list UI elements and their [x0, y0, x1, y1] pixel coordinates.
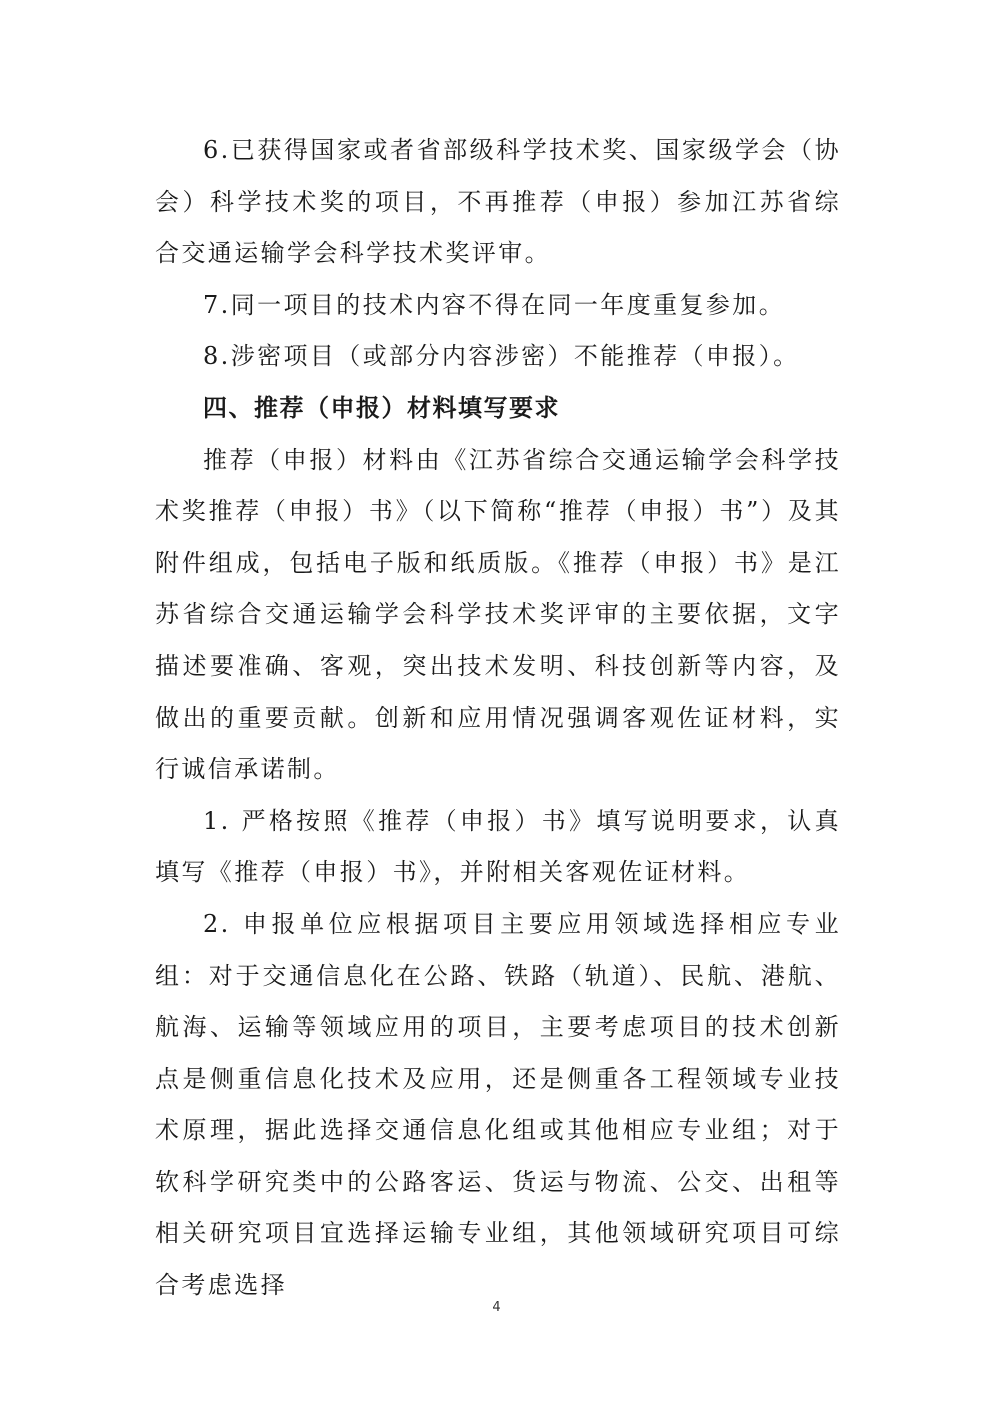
document-body — [155, 125, 841, 1312]
section-intro-paragraph: 推荐（申报）材料由《江苏省综合交通运输学会科学技术奖推荐（申报）书》（以下简称“推荐（申报）书”）及其附件组成，包括电子版和纸质版。《推荐（申报）书》是江苏省综合交通运输学会科学技术奖评审的主要依据，文字描述要准确、客观，突出技术发明、科技创新等内容，及做出的重要贡献。创新和应用情况强调客观佐证材料，实行诚信承诺制。 — [155, 445, 841, 784]
section-heading: 四、推荐（申报）材料填写要求 — [203, 393, 560, 422]
paragraph-item-7: 7.同一项目的技术内容不得在同一年度重复参加。 — [203, 290, 786, 319]
paragraph-item-6: 6.已获得国家或者省部级科学技术奖、国家级学会（协会）科学技术奖的项目，不再推荐（申报）参加江苏省综合交通运输学会科学技术奖评审。 — [155, 136, 841, 268]
page-number: 4 — [492, 1300, 501, 1315]
paragraph-item-8: 8.涉密项目（或部分内容涉密）不能推荐（申报）。 — [203, 342, 800, 371]
requirement-item-2: 2. 申报单位应根据项目主要应用领域选择相应专业组：对于交通信息化在公路、铁路（轨道）、民航、港航、航海、运输等领域应用的项目，主要考虑项目的技术创新点是侧重信息化技术及应用，还是侧重各工程领域专业技术原理，据此选择交通信息化组或其他相应专业组；对于软科学研究类中的公路客运、货运与物流、公交、出租等相关研究项目宜选择运输专业组，其他领域研究项目可综合考虑选择 — [155, 909, 841, 1300]
requirement-item-1: 1. 严格按照《推荐（申报）书》填写说明要求，认真填写《推荐（申报）书》，并附相关客观佐证材料。 — [155, 806, 841, 887]
